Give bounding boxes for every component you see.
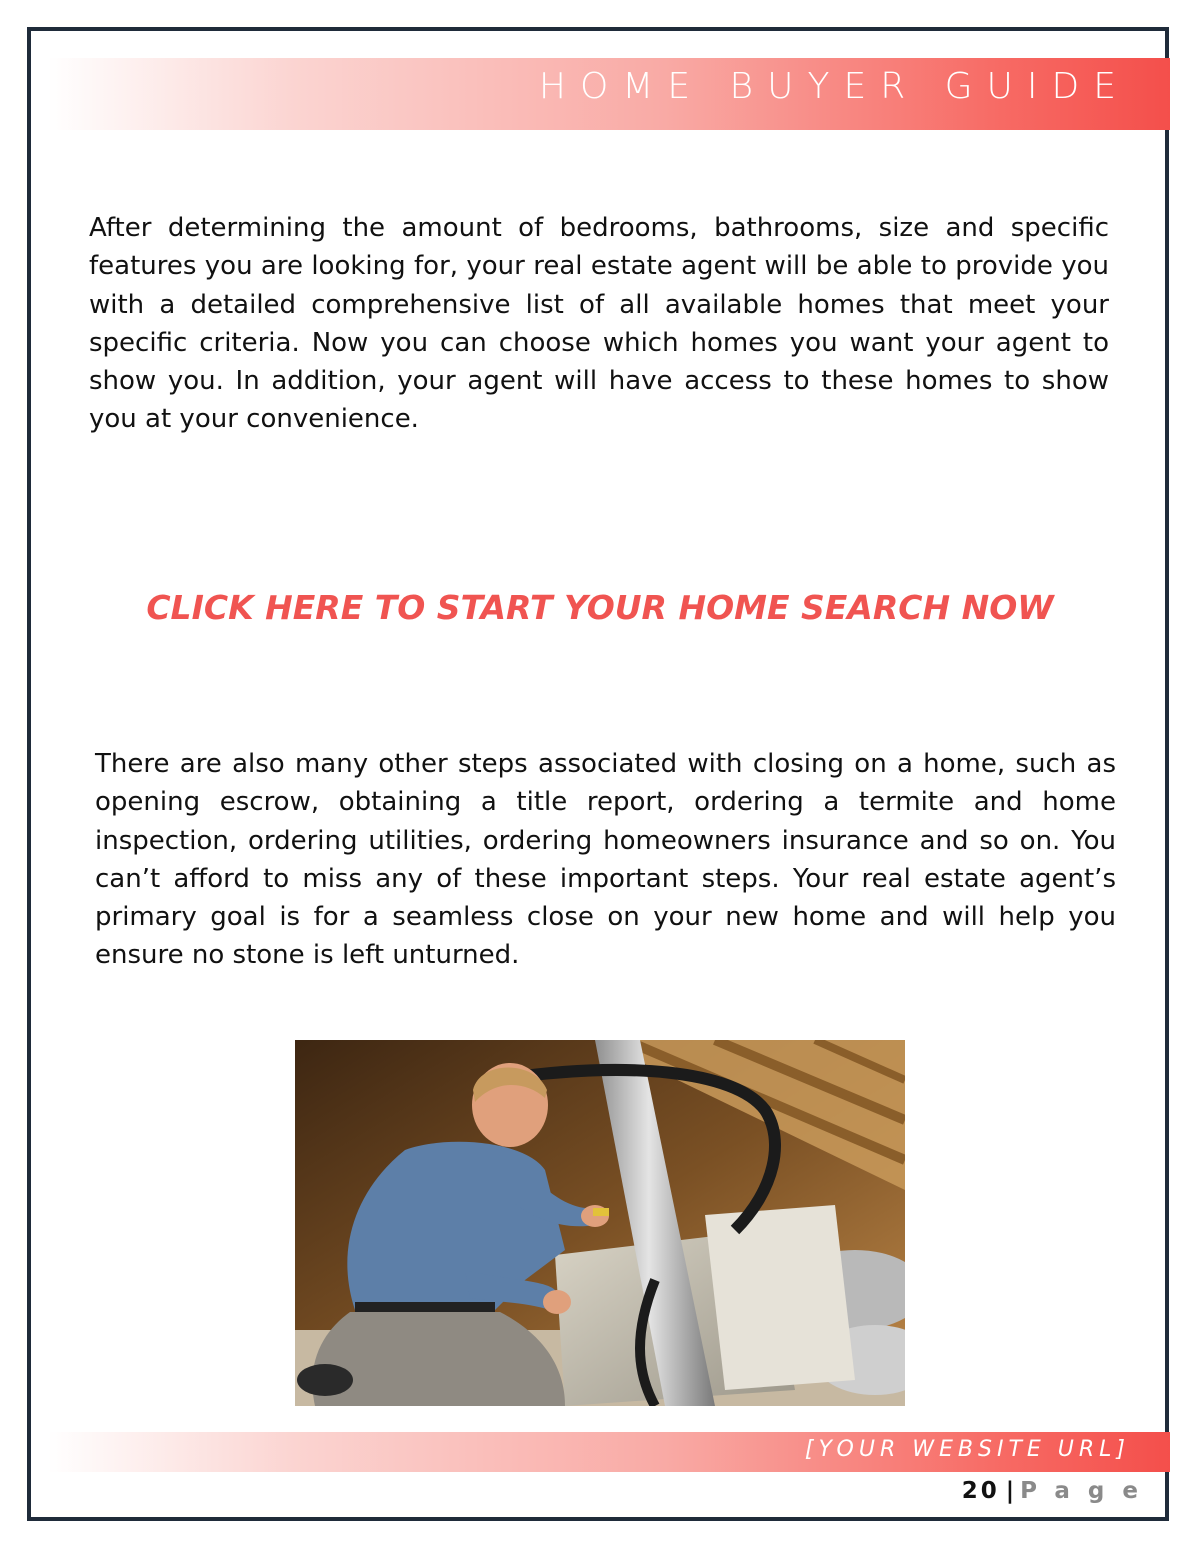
page-number <box>962 1478 1156 1504</box>
guide-title: HOME BUYER GUIDE <box>538 66 1130 107</box>
home-inspector-photo <box>295 1040 905 1406</box>
start-home-search-link[interactable]: CLICK HERE TO START YOUR HOME SEARCH NOW <box>146 588 1054 627</box>
body-paragraph-1: After determining the amount of bedrooms, bathrooms, size and specific features you are looking for, your real estate agent will be able to provide you with a detailed comprehensive list of all available homes that meet your specific criteria. Now you can choose which homes you want your agent to show you. In addition, your agent will have access to these homes to show you at your convenience. <box>89 213 1109 435</box>
body-paragraph-2: There are also many other steps associated with closing on a home, such as opening escrow, obtaining a title report, ordering a termite and home inspection, ordering utilities, ordering homeowners insurance and so on. You can’t afford to miss any of these important steps. Your real estate agent’s primary goal is for a seamless close on your new home and will help you ensure no stone is left unturned. <box>95 749 1116 971</box>
page-number-value: 20 <box>961 1478 1000 1504</box>
header-band <box>48 58 1170 130</box>
website-url: [YOUR WEBSITE URL] <box>804 1437 1130 1462</box>
footer-band <box>48 1432 1170 1472</box>
page-number-separator: | <box>1005 1478 1015 1504</box>
page-word: Page <box>1020 1478 1156 1504</box>
